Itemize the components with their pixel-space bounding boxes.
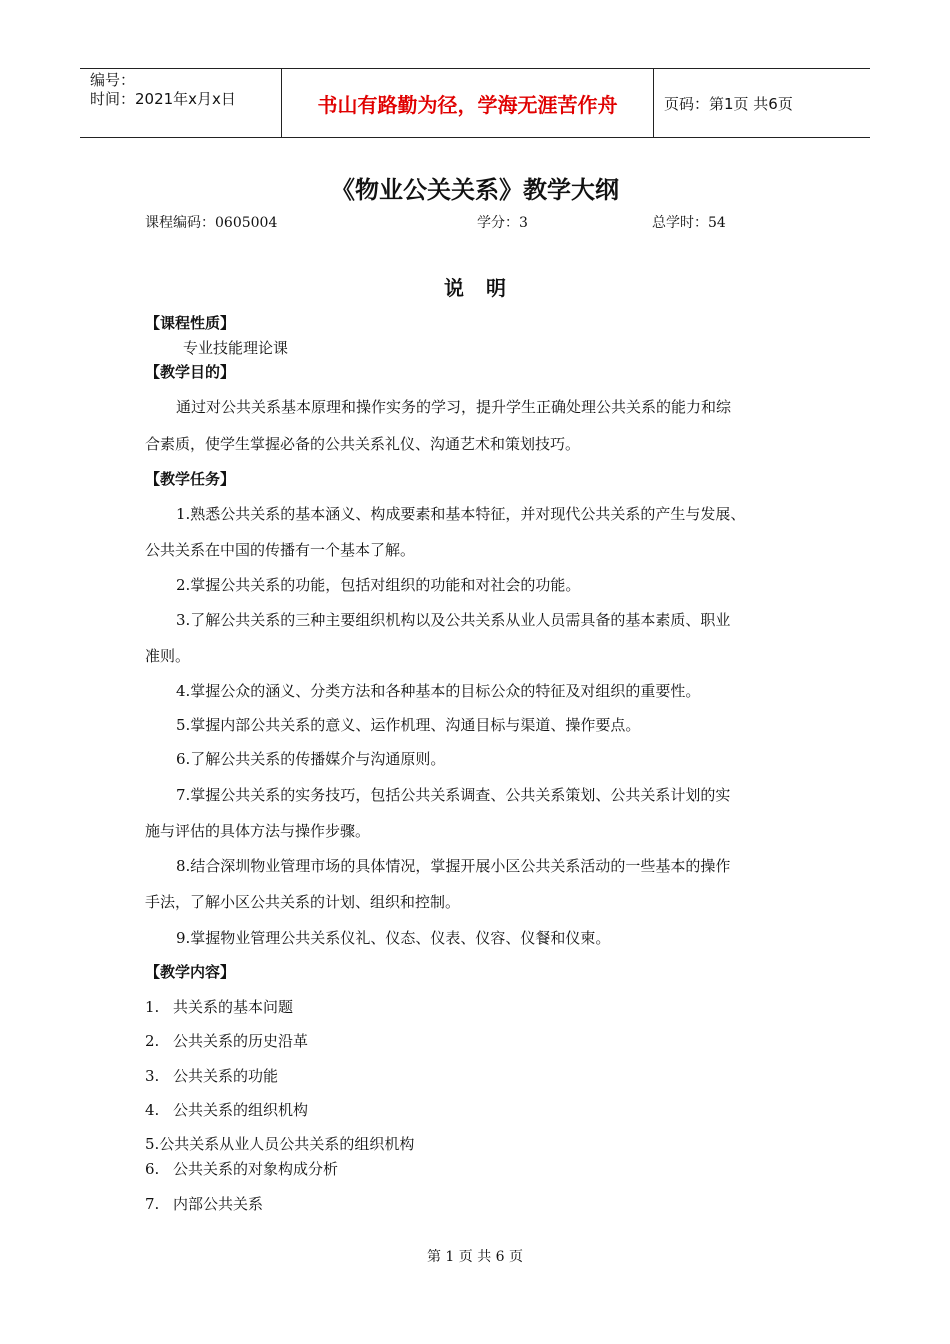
content-item-text: 公共关系的历史沿革 [173,1032,309,1050]
content-item-number: 7. [145,1195,160,1213]
content-item-text: 公共关系的组织机构 [173,1101,309,1119]
content-item [145,1158,338,1179]
content-item-number: 6. [145,1160,160,1178]
tasks-heading: 【教学任务】 [145,470,236,488]
task-line: 5.掌握内部公共关系的意义、运作机理、沟通目标与渠道、操作要点。 [176,716,641,734]
task-line: 4.掌握公众的涵义、分类方法和各种基本的目标公众的特征及对组织的重要性。 [176,682,701,700]
header-table [80,68,870,138]
content-item [145,996,293,1017]
content-item-number: 3. [145,1067,160,1085]
course-code: 课程编码：0605004 [145,215,278,231]
content-item-number: 4. [145,1101,160,1119]
content-item-text: 共关系的基本问题 [173,998,294,1016]
page-label: 页码：第1页 共6页 [664,94,793,113]
content-heading: 【教学内容】 [145,963,236,981]
content-item-text: 内部公共关系 [173,1195,264,1213]
task-line: 准则。 [145,647,191,665]
document-title: 《物业公关关系》教学大纲 [331,176,619,204]
content-item [145,1030,308,1051]
task-line: 施与评估的具体方法与操作步骤。 [145,822,371,840]
nature-heading: 【课程性质】 [145,314,236,332]
content-item [145,1099,308,1120]
task-line: 8.结合深圳物业管理市场的具体情况，掌握开展小区公共关系活动的一些基本的操作 [176,857,731,875]
purpose-heading: 【教学目的】 [145,363,236,381]
page-footer: 第 1 页 共 6 页 [426,1249,524,1265]
date-label: 时间：2021年x月x日 [90,90,236,108]
purpose-line: 通过对公共关系基本原理和操作实务的学习，提升学生正确处理公共关系的能力和综 [176,398,732,416]
content-item-text: 公共关系的功能 [173,1067,279,1085]
content-item [145,1065,278,1086]
content-item-number: 2. [145,1032,160,1050]
task-line: 7.掌握公共关系的实务技巧，包括公共关系调查、公共关系策划、公共关系计划的实 [176,786,731,804]
purpose-line: 合素质，使学生掌握必备的公共关系礼仪、沟通艺术和策划技巧。 [145,435,581,453]
content-item [145,1133,414,1154]
task-line: 2.掌握公共关系的功能，包括对组织的功能和对社会的功能。 [176,576,581,594]
content-item-number: 1. [145,998,160,1016]
nature-text: 专业技能理论课 [183,339,289,357]
number-label: 编号： [90,71,136,89]
header-left-cell [80,69,282,137]
credits: 学分：3 [477,215,528,231]
task-line: 3.了解公共关系的三种主要组织机构以及公共关系从业人员需具备的基本素质、职业 [176,611,731,629]
task-line: 手法，了解小区公共关系的计划、组织和控制。 [145,893,461,911]
task-line: 公共关系在中国的传播有一个基本了解。 [145,541,416,559]
task-line: 9.掌握物业管理公共关系仪礼、仪态、仪表、仪容、仪餐和仪柬。 [176,929,611,947]
content-item [145,1193,263,1214]
section-title: 说明 [444,276,528,300]
total-hours: 总学时：54 [652,215,726,231]
task-line: 6.了解公共关系的传播媒介与沟通原则。 [176,750,446,768]
content-item-text: 5.公共关系从业人员公共关系的组织机构 [145,1135,415,1153]
content-item-text: 公共关系的对象构成分析 [173,1160,339,1178]
motto: 书山有路勤为径，学海无涯苦作舟 [282,69,654,137]
task-line: 1.熟悉公共关系的基本涵义、构成要素和基本特征，并对现代公共关系的产生与发展、 [176,505,746,523]
